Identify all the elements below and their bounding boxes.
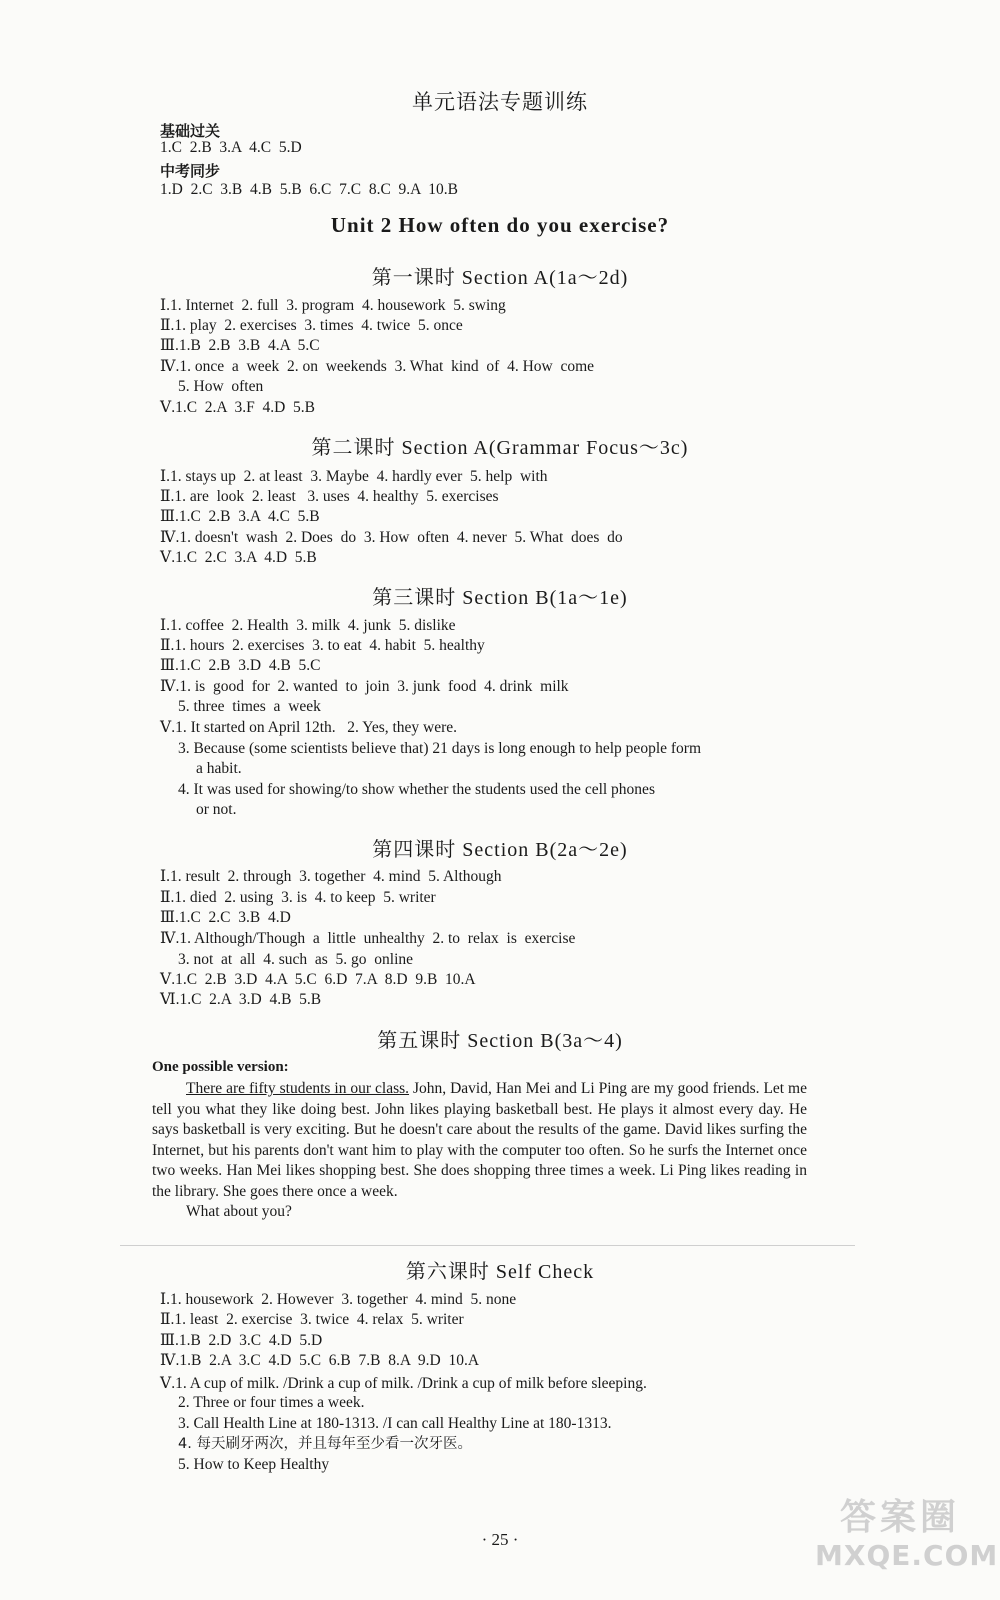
answer-line: Ⅰ.1. coffee 2. Health 3. milk 4. junk 5. dislike [160, 617, 456, 634]
unit-title: Unit 2 How often do you exercise? [330, 213, 670, 237]
page-number: · 25 · [481, 1530, 519, 1549]
answer-line: 4. It was used for showing/to show whether the students used the cell phones [178, 781, 655, 798]
exam-answers: 1.D 2.C 3.B 4.B 5.B 6.C 7.C 8.C 9.A 10.B [160, 181, 458, 198]
answer-line: 3. Because (some scientists believe that) 21 days is long enough to help people form [178, 740, 702, 757]
lesson4-title: 第四课时 Section B(2a～2e) [372, 839, 628, 861]
lesson1-title: 第一课时 Section A(1a～2d) [371, 267, 629, 289]
answer-line: Ⅳ.1. doesn't wash 2. Does do 3. How often 4. never 5. What does do [160, 529, 623, 546]
watermark [815, 1497, 999, 1572]
answer-line: or not. [196, 801, 237, 818]
answer-line: 5. How to Keep Healthy [178, 1456, 330, 1473]
answer-line: Ⅵ.1.C 2.A 3.D 4.B 5.B [160, 991, 322, 1008]
answer-line: a habit. [196, 760, 242, 777]
answer-line: Ⅳ.1. Although/Though a little unhealthy 2. to relax is exercise [160, 930, 576, 947]
answer-line: Ⅳ.1. once a week 2. on weekends 3. What kind of 4. How come [160, 358, 595, 375]
lesson6-title: 第六课时 Self Check [405, 1261, 595, 1283]
answer-line: 2. Three or four times a week. [178, 1394, 365, 1411]
answer-line: Ⅲ.1.B 2.B 3.B 4.A 5.C [160, 337, 320, 354]
answer-line: 3. Call Health Line at 180-1313. /I can call Healthy Line at 180-1313. [178, 1415, 612, 1432]
answer-line: Ⅴ.1. A cup of milk. /Drink a cup of milk. /Drink a cup of milk before sleeping. [160, 1375, 647, 1392]
answer-line: Ⅴ.1.C 2.C 3.A 4.D 5.B [160, 549, 317, 566]
answer-line: Ⅰ.1. housework 2. However 3. together 4. mind 5. none [160, 1291, 517, 1308]
answer-line: Ⅰ.1. Internet 2. full 3. program 4. housework 5. swing [160, 297, 506, 314]
divider [120, 1245, 855, 1246]
answer-line: Ⅱ.1. least 2. exercise 3. twice 4. relax 5. writer [160, 1311, 464, 1328]
answer-line: Ⅰ.1. result 2. through 3. together 4. mind 5. Although [160, 868, 502, 885]
basic-label: 基础过关 [160, 124, 221, 140]
answer-line: Ⅲ.1.C 2.C 3.B 4.D [160, 909, 291, 926]
essay-closing: What about you? [186, 1203, 292, 1220]
answer-line: Ⅲ.1.B 2.D 3.C 4.D 5.D [160, 1332, 323, 1349]
answer-line: Ⅱ.1. died 2. using 3. is 4. to keep 5. writer [160, 889, 436, 906]
essay-first-sentence: There are fifty students in our class. [186, 1080, 410, 1097]
answer-line: Ⅰ.1. stays up 2. at least 3. Maybe 4. hardly ever 5. help with [160, 468, 548, 485]
sample-essay [152, 1079, 807, 1223]
basic-answers: 1.C 2.B 3.A 4.C 5.D [160, 139, 302, 156]
lesson2-title: 第二课时 Section A(Grammar Focus～3c) [311, 437, 689, 459]
answer-line: Ⅴ.1. It started on April 12th. 2. Yes, they were. [160, 719, 458, 736]
answer-line: Ⅴ.1.C 2.A 3.F 4.D 5.B [160, 399, 316, 416]
watermark-logo-text: 答案圈 [839, 1497, 960, 1538]
answer-line: Ⅱ.1. hours 2. exercises 3. to eat 4. habit 5. healthy [160, 637, 485, 654]
essay-body: John, David, Han Mei and Li Ping are my good friends. Let me tell you what they like doing best. John likes playing basketball best. He plays it almost every day. He says basketball is very exciting. But he doesn't care about the results of the game. David likes surfing the Internet, but his parents don't want him to play with the computer too often. So he surfs the Internet once two weeks. Han Mei likes shopping best. She does shopping three times a week. Li Ping likes reading in the library. She goes there once a week. [152, 1080, 807, 1200]
grammar-section-title: 单元语法专题训练 [412, 90, 588, 114]
answer-line: 5. three times a week [178, 698, 321, 715]
answer-line: Ⅳ.1. is good for 2. wanted to join 3. junk food 4. drink milk [160, 678, 569, 695]
version-label: One possible version: [152, 1059, 289, 1075]
exam-label: 中考同步 [160, 164, 221, 180]
watermark-url: MXQE.COM [815, 1539, 999, 1572]
answer-line: 5. How often [178, 378, 264, 395]
lesson5-title: 第五课时 Section B(3a～4) [377, 1030, 623, 1052]
answer-line: Ⅳ.1.B 2.A 3.C 4.D 5.C 6.B 7.B 8.A 9.D 10.A [160, 1352, 480, 1369]
answer-line: 4. 每天刷牙两次，并且每年至少看一次牙医。 [178, 1436, 472, 1452]
answer-line: Ⅲ.1.C 2.B 3.A 4.C 5.B [160, 508, 320, 525]
answer-line: Ⅱ.1. are look 2. least 3. uses 4. healthy 5. exercises [160, 488, 499, 505]
answer-line: Ⅴ.1.C 2.B 3.D 4.A 5.C 6.D 7.A 8.D 9.B 10.A [160, 971, 476, 988]
answer-line: Ⅱ.1. play 2. exercises 3. times 4. twice 5. once [160, 317, 463, 334]
answer-line: 3. not at all 4. such as 5. go online [178, 951, 414, 968]
answer-line: Ⅲ.1.C 2.B 3.D 4.B 5.C [160, 657, 321, 674]
lesson3-title: 第三课时 Section B(1a～1e) [372, 587, 628, 609]
